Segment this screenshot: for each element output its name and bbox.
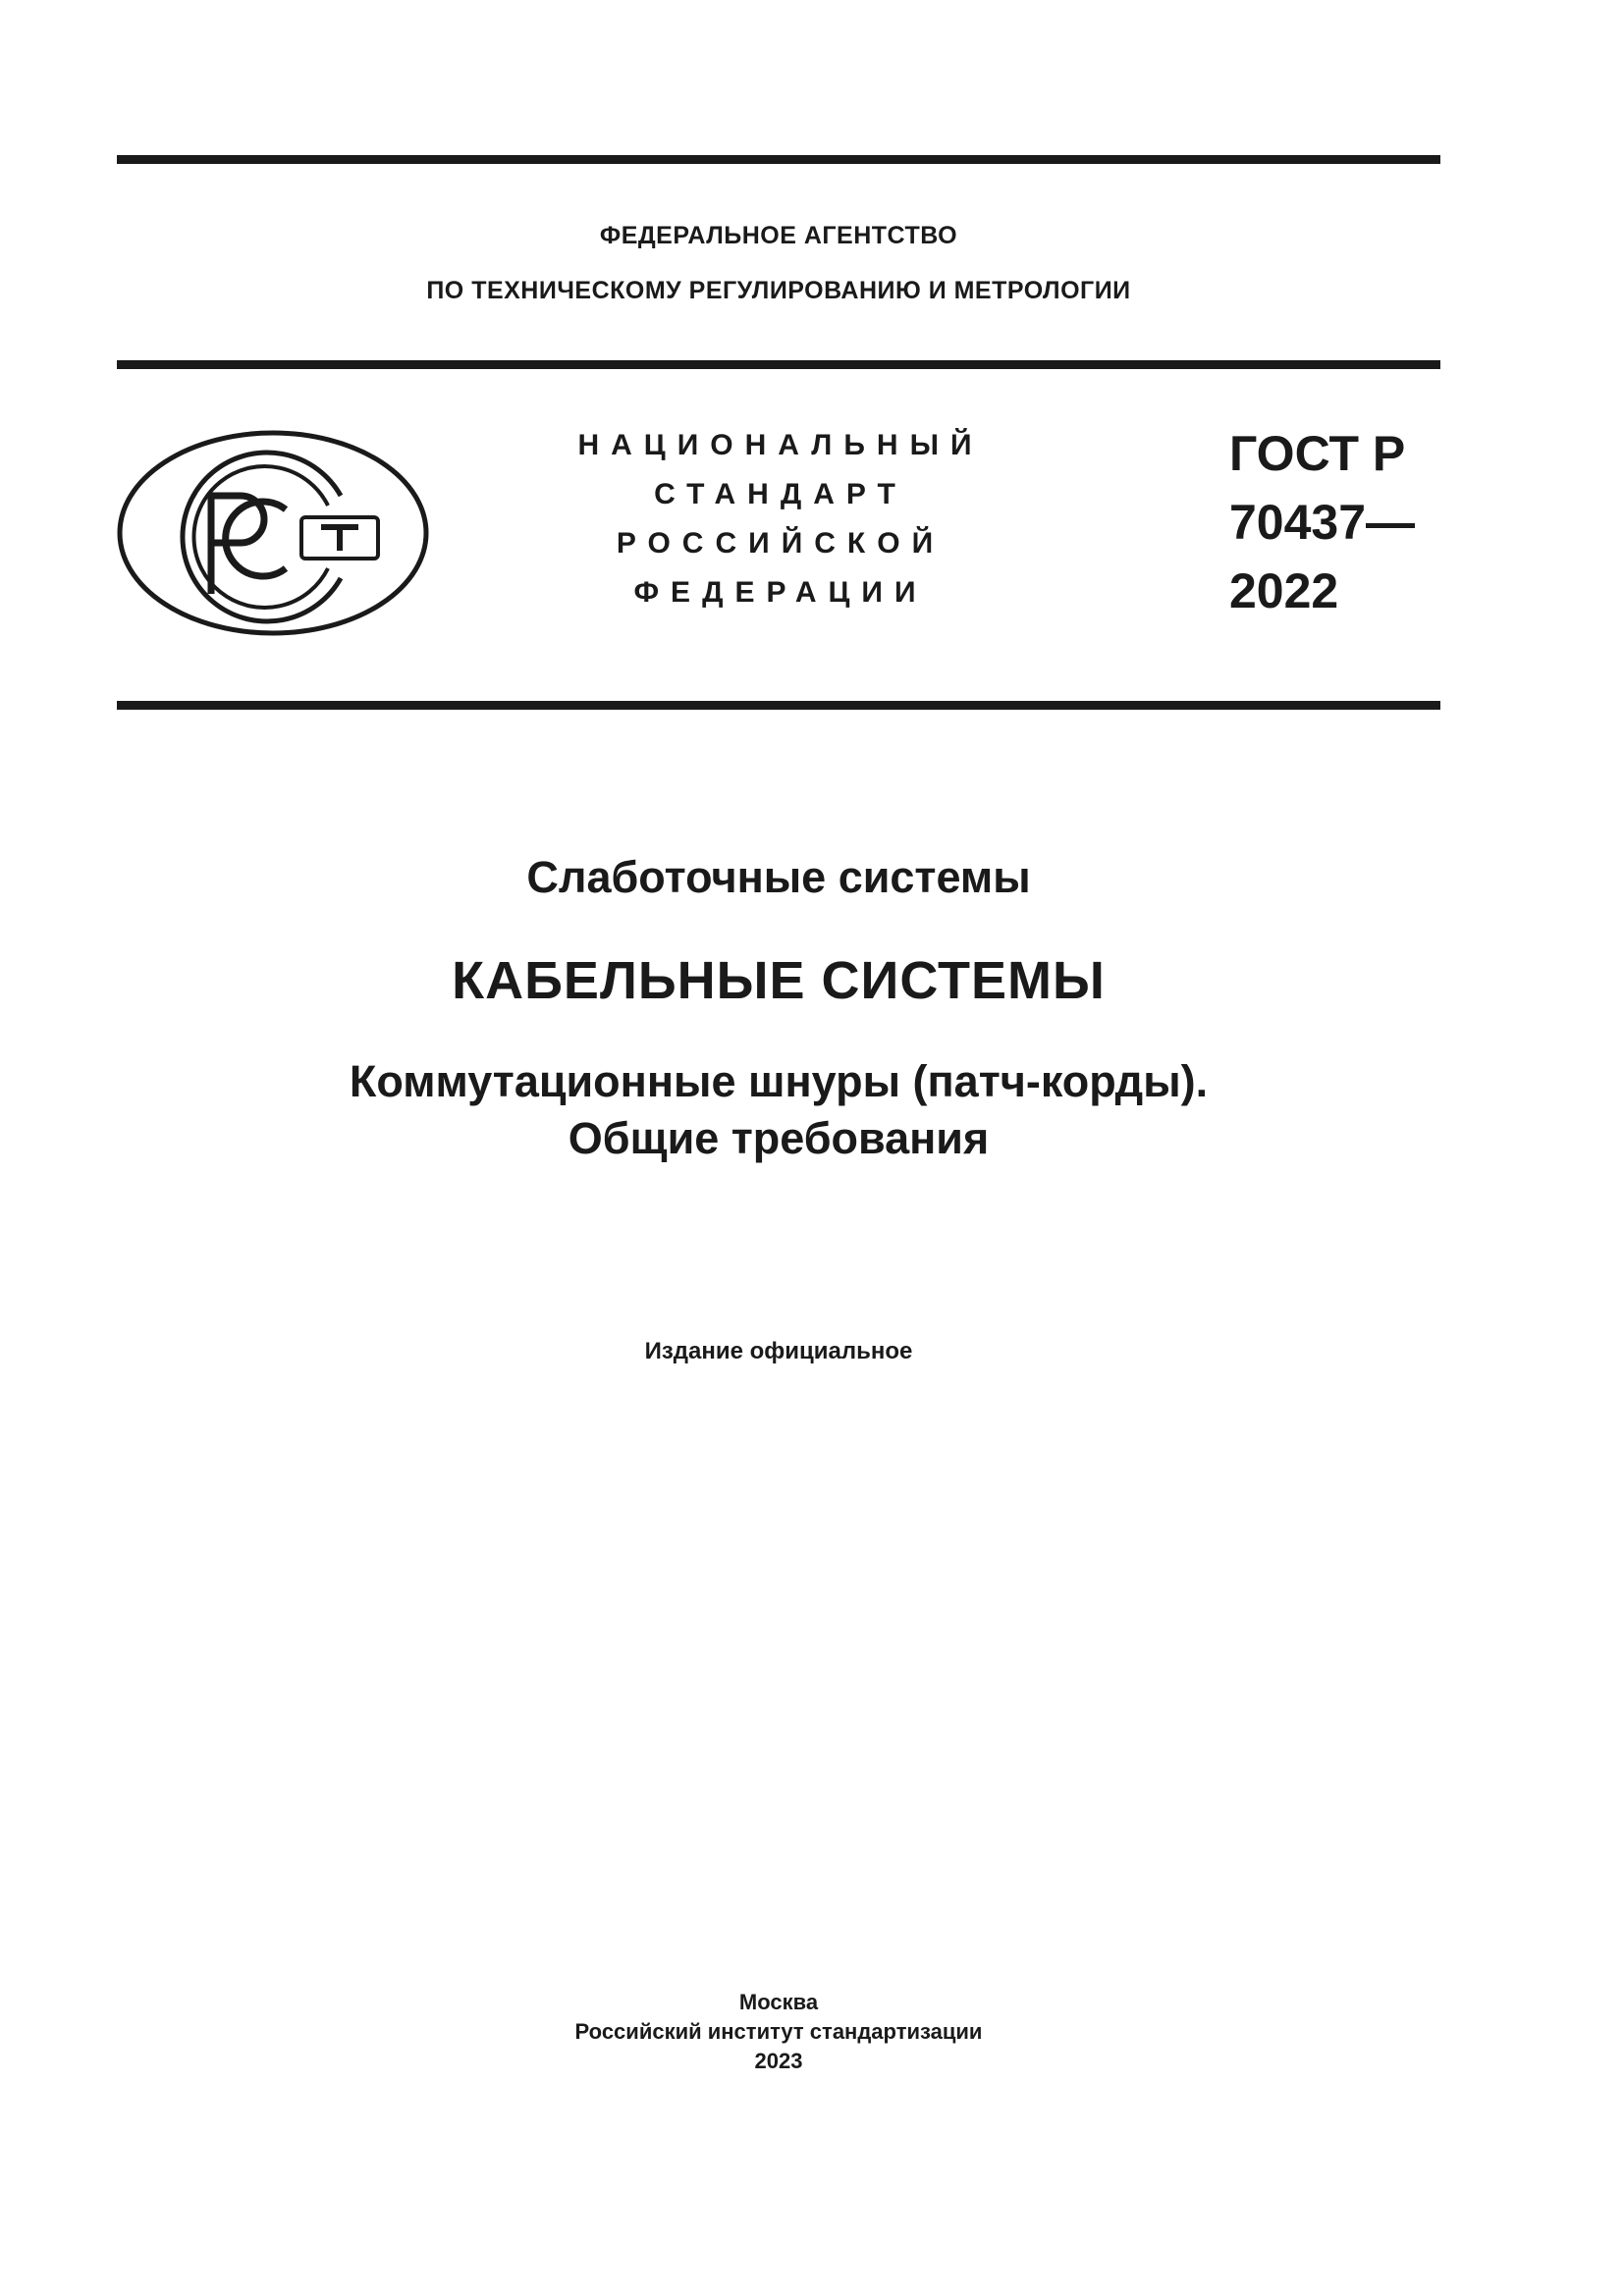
title-group: Слаботочные системы (526, 852, 1031, 902)
national-standard-line-3: РОССИЙСКОЙ (616, 527, 946, 560)
designation-line-2: 70437— (1229, 495, 1416, 550)
national-standard-line-2: СТАНДАРТ (654, 478, 907, 510)
title-sub-line-2: Общие требования (568, 1113, 990, 1163)
designation-line-3: 2022 (1229, 563, 1339, 618)
agency-line-2: ПО ТЕХНИЧЕСКОМУ РЕГУЛИРОВАНИЮ И МЕТРОЛОГИИ (426, 277, 1131, 304)
agency-line-1: ФЕДЕРАЛЬНОЕ АГЕНТСТВО (599, 222, 958, 249)
designation-line-1: ГОСТ Р (1229, 426, 1406, 481)
edition-label: Издание официальное (644, 1338, 913, 1364)
imprint-publisher: Российский институт стандартизации (574, 2019, 983, 2044)
imprint-year: 2023 (754, 2049, 803, 2073)
logo-divider-rule (117, 701, 1440, 710)
top-rule (117, 155, 1440, 164)
national-standard-line-4: ФЕДЕРАЦИИ (633, 576, 928, 609)
title-sub-line-1: Коммутационные шнуры (патч-корды). (349, 1056, 1209, 1106)
imprint-city: Москва (738, 1990, 819, 2014)
standard-designation (1229, 419, 1415, 625)
rst-mark-icon (117, 429, 429, 637)
title-main: КАБЕЛЬНЫЕ СИСТЕМЫ (452, 951, 1106, 1010)
header-rule (117, 360, 1440, 369)
national-standard-line-1: НАЦИОНАЛЬНЫЙ (577, 429, 984, 461)
